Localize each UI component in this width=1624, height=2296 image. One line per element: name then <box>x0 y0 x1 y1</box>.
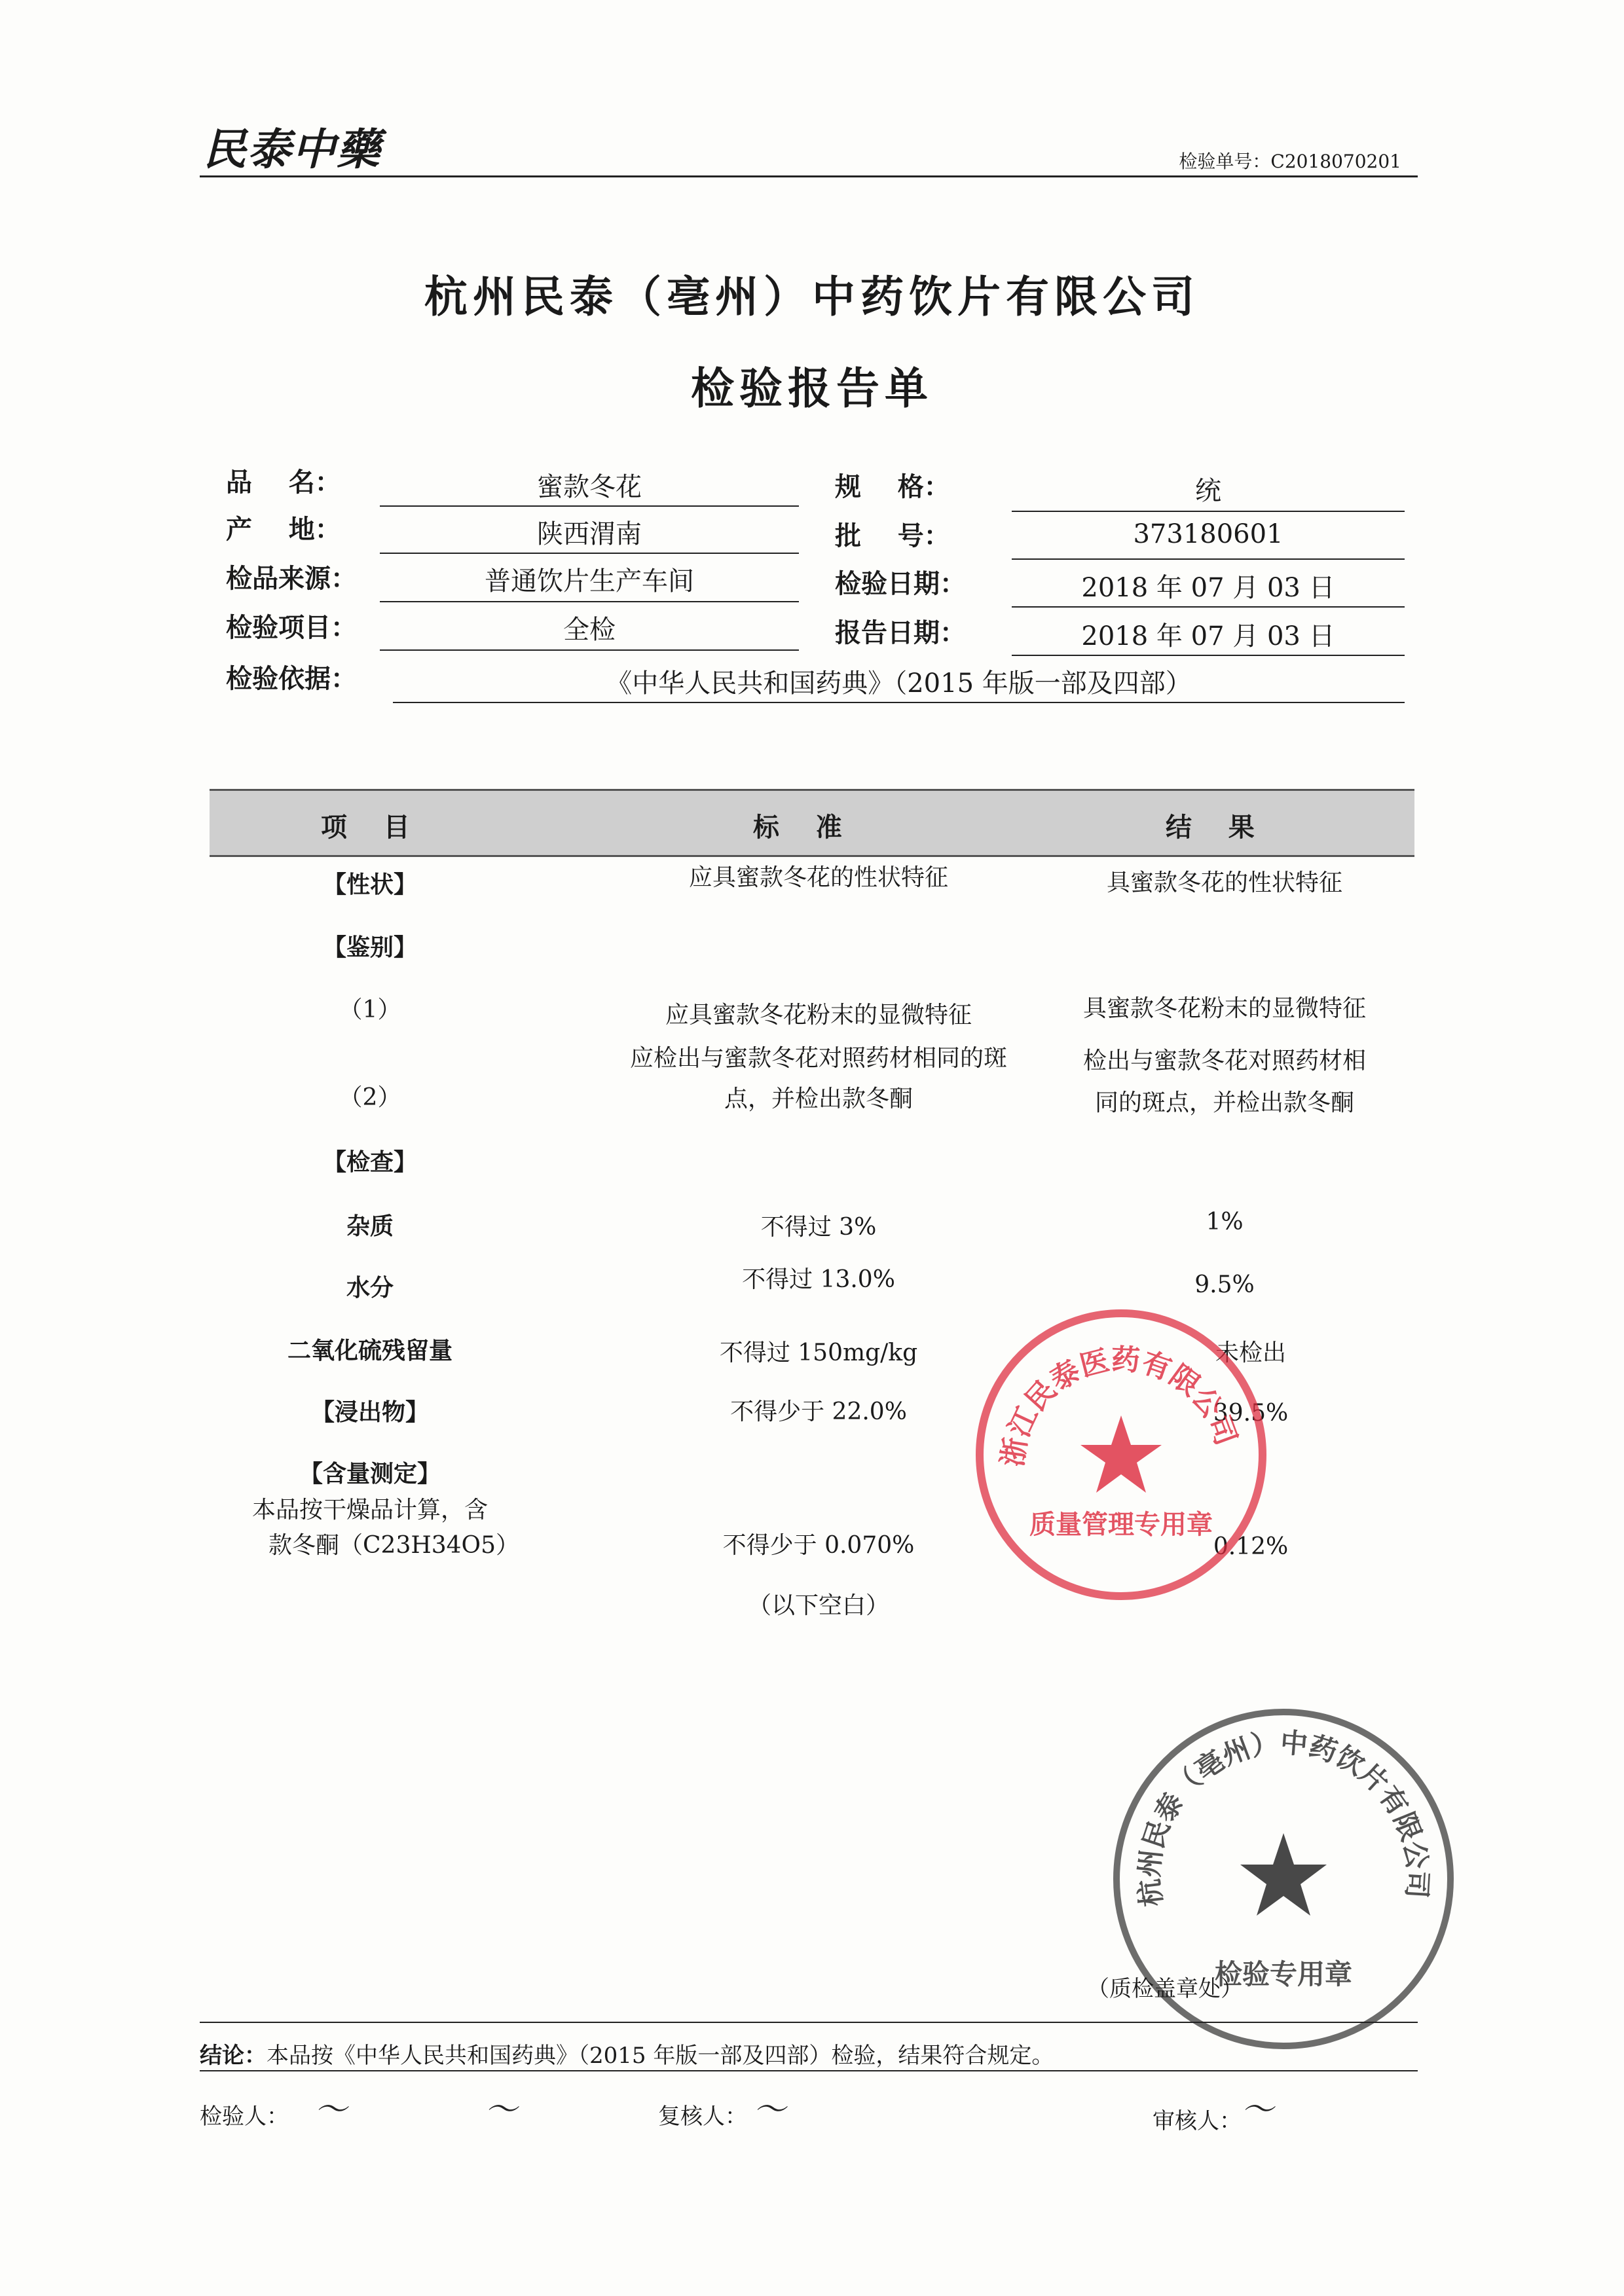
reviewer-signature: ～ <box>753 2090 786 2128</box>
inspection-seal-ring-text: 杭州民泰（亳州）中药饮片有限公司 <box>1133 1726 1434 1908</box>
spec-label: 规 格： <box>835 471 950 502</box>
row-hanliang-result: 0.12% <box>1213 1533 1289 1560</box>
row-jianbie1-result: 具蜜款冬花粉末的显微特征 <box>1082 995 1366 1022</box>
quality-seal <box>976 1309 1266 1600</box>
underline <box>1012 511 1405 512</box>
row-hanliang-item-c: 款冬酮（C23H34O5） <box>268 1532 519 1559</box>
company-logo: 民泰中藥 <box>203 124 381 175</box>
underline <box>1012 558 1405 560</box>
inspection-seal-sub: 检验专用章 <box>1214 1958 1353 1990</box>
conclusion-text: 本品按《中华人民共和国药典》（2015 年版一部及四部）检验，结果符合规定。 <box>267 2043 1054 2069</box>
stamp-note: （质检盖章处） <box>1087 1976 1243 2002</box>
header-standard: 标 准 <box>753 812 842 843</box>
test-date-label: 检验日期： <box>835 568 966 599</box>
quality-seal-sub: 质量管理专用章 <box>1029 1509 1213 1540</box>
header-result: 结 果 <box>1166 812 1255 843</box>
row-jinchu-standard: 不得少于 22.0% <box>730 1398 907 1425</box>
row-so2-item: 二氧化硫残留量 <box>287 1337 452 1364</box>
underline <box>1012 606 1405 608</box>
underline <box>1012 655 1405 656</box>
auditor-label: 审核人： <box>1153 2108 1242 2134</box>
row-jianbie2-result-a: 检出与蜜款冬花对照药材相 <box>1082 1048 1366 1074</box>
row-jinchu-result: 39.5% <box>1213 1400 1289 1427</box>
row-so2-standard: 不得过 150mg/kg <box>719 1339 918 1366</box>
reviewer-label: 复核人： <box>658 2104 747 2130</box>
row-zazhi-item: 杂质 <box>346 1212 394 1240</box>
origin-label: 产 地： <box>226 514 341 545</box>
inspector-signature-2: ～ <box>485 2090 517 2128</box>
row-shuifen-standard: 不得过 13.0% <box>742 1266 895 1293</box>
underline <box>393 702 1405 703</box>
row-so2-result: 未检出 <box>1215 1339 1286 1366</box>
company-title: 杭州民泰（亳州）中药饮片有限公司 <box>424 271 1200 322</box>
star-icon <box>1080 1415 1162 1493</box>
row-zazhi-standard: 不得过 3% <box>760 1214 877 1241</box>
row-zazhi-result: 1% <box>1206 1209 1244 1235</box>
conclusion-label: 结论： <box>200 2043 267 2069</box>
report-number: 检验单号：C2018070201 <box>1179 151 1401 172</box>
header-item: 项 目 <box>321 812 410 843</box>
row-jianbie2-result-b: 同的斑点，并检出款冬酮 <box>1094 1089 1354 1116</box>
blank-note: （以下空白） <box>747 1592 889 1619</box>
inspector-signature-1: ～ <box>314 2090 347 2128</box>
conclusion <box>200 2037 1054 2069</box>
row-jianbie2-item: （2） <box>339 1084 401 1111</box>
product-label: 品 名： <box>226 467 341 498</box>
origin-value: 陕西渭南 <box>537 519 642 549</box>
report-date-label: 报告日期： <box>835 617 966 648</box>
source-value: 普通饮片生产车间 <box>485 566 694 596</box>
row-hanliang-item: 【含量测定】 <box>299 1460 441 1487</box>
underline <box>380 553 799 554</box>
product-value: 蜜款冬花 <box>537 472 642 502</box>
row-jinchu-item: 【浸出物】 <box>310 1398 429 1426</box>
test-date-value: 2018 年 07 月 03 日 <box>1081 573 1335 603</box>
underline <box>380 505 799 507</box>
row-xingzhuang-item: 【性状】 <box>322 871 417 898</box>
conclusion-rule <box>200 2070 1418 2071</box>
row-jianbie1-item: （1） <box>339 996 401 1023</box>
footer-rule <box>200 2022 1418 2023</box>
row-hanliang-item-b: 本品按干燥品计算，含 <box>251 1497 488 1523</box>
row-shuifen-result: 9.5% <box>1194 1271 1255 1298</box>
underline <box>380 601 799 602</box>
document-title: 检验报告单 <box>691 363 933 414</box>
underline <box>380 649 799 651</box>
source-label: 检品来源： <box>226 563 357 594</box>
item-label: 检验项目： <box>226 612 357 643</box>
row-hanliang-standard: 不得少于 0.070% <box>722 1532 915 1559</box>
row-xingzhuang-standard: 应具蜜款冬花的性状特征 <box>688 864 948 891</box>
row-jianbie2-standard-b: 点，并检出款冬酮 <box>724 1085 913 1112</box>
item-value: 全检 <box>563 615 616 645</box>
row-jiancha-item: 【检查】 <box>322 1148 417 1176</box>
inspector-label: 检验人： <box>200 2104 289 2130</box>
row-xingzhuang-result: 具蜜款冬花的性状特征 <box>1106 869 1342 896</box>
row-jianbie1-standard: 应具蜜款冬花粉末的显微特征 <box>665 1002 972 1029</box>
batch-label: 批 号： <box>835 520 950 551</box>
header-rule <box>200 175 1418 177</box>
basis-value: 《中华人民共和国药典》（2015 年版一部及四部） <box>606 668 1192 699</box>
row-jianbie-item: 【鉴别】 <box>322 934 417 961</box>
report-date-value: 2018 年 07 月 03 日 <box>1081 621 1335 651</box>
star-icon <box>1240 1833 1327 1916</box>
quality-seal-graphic <box>984 1317 1259 1592</box>
batch-value: 373180601 <box>1133 519 1283 549</box>
row-jianbie2-standard-a: 应检出与蜜款冬花对照药材相同的斑 <box>629 1045 1007 1072</box>
quality-seal-ring-text: 浙江民泰医药有限公司 <box>995 1343 1243 1469</box>
spec-value: 统 <box>1195 476 1221 506</box>
auditor-signature: ～ <box>1241 2090 1274 2128</box>
basis-label: 检验依据： <box>226 663 357 694</box>
row-shuifen-item: 水分 <box>346 1274 394 1302</box>
